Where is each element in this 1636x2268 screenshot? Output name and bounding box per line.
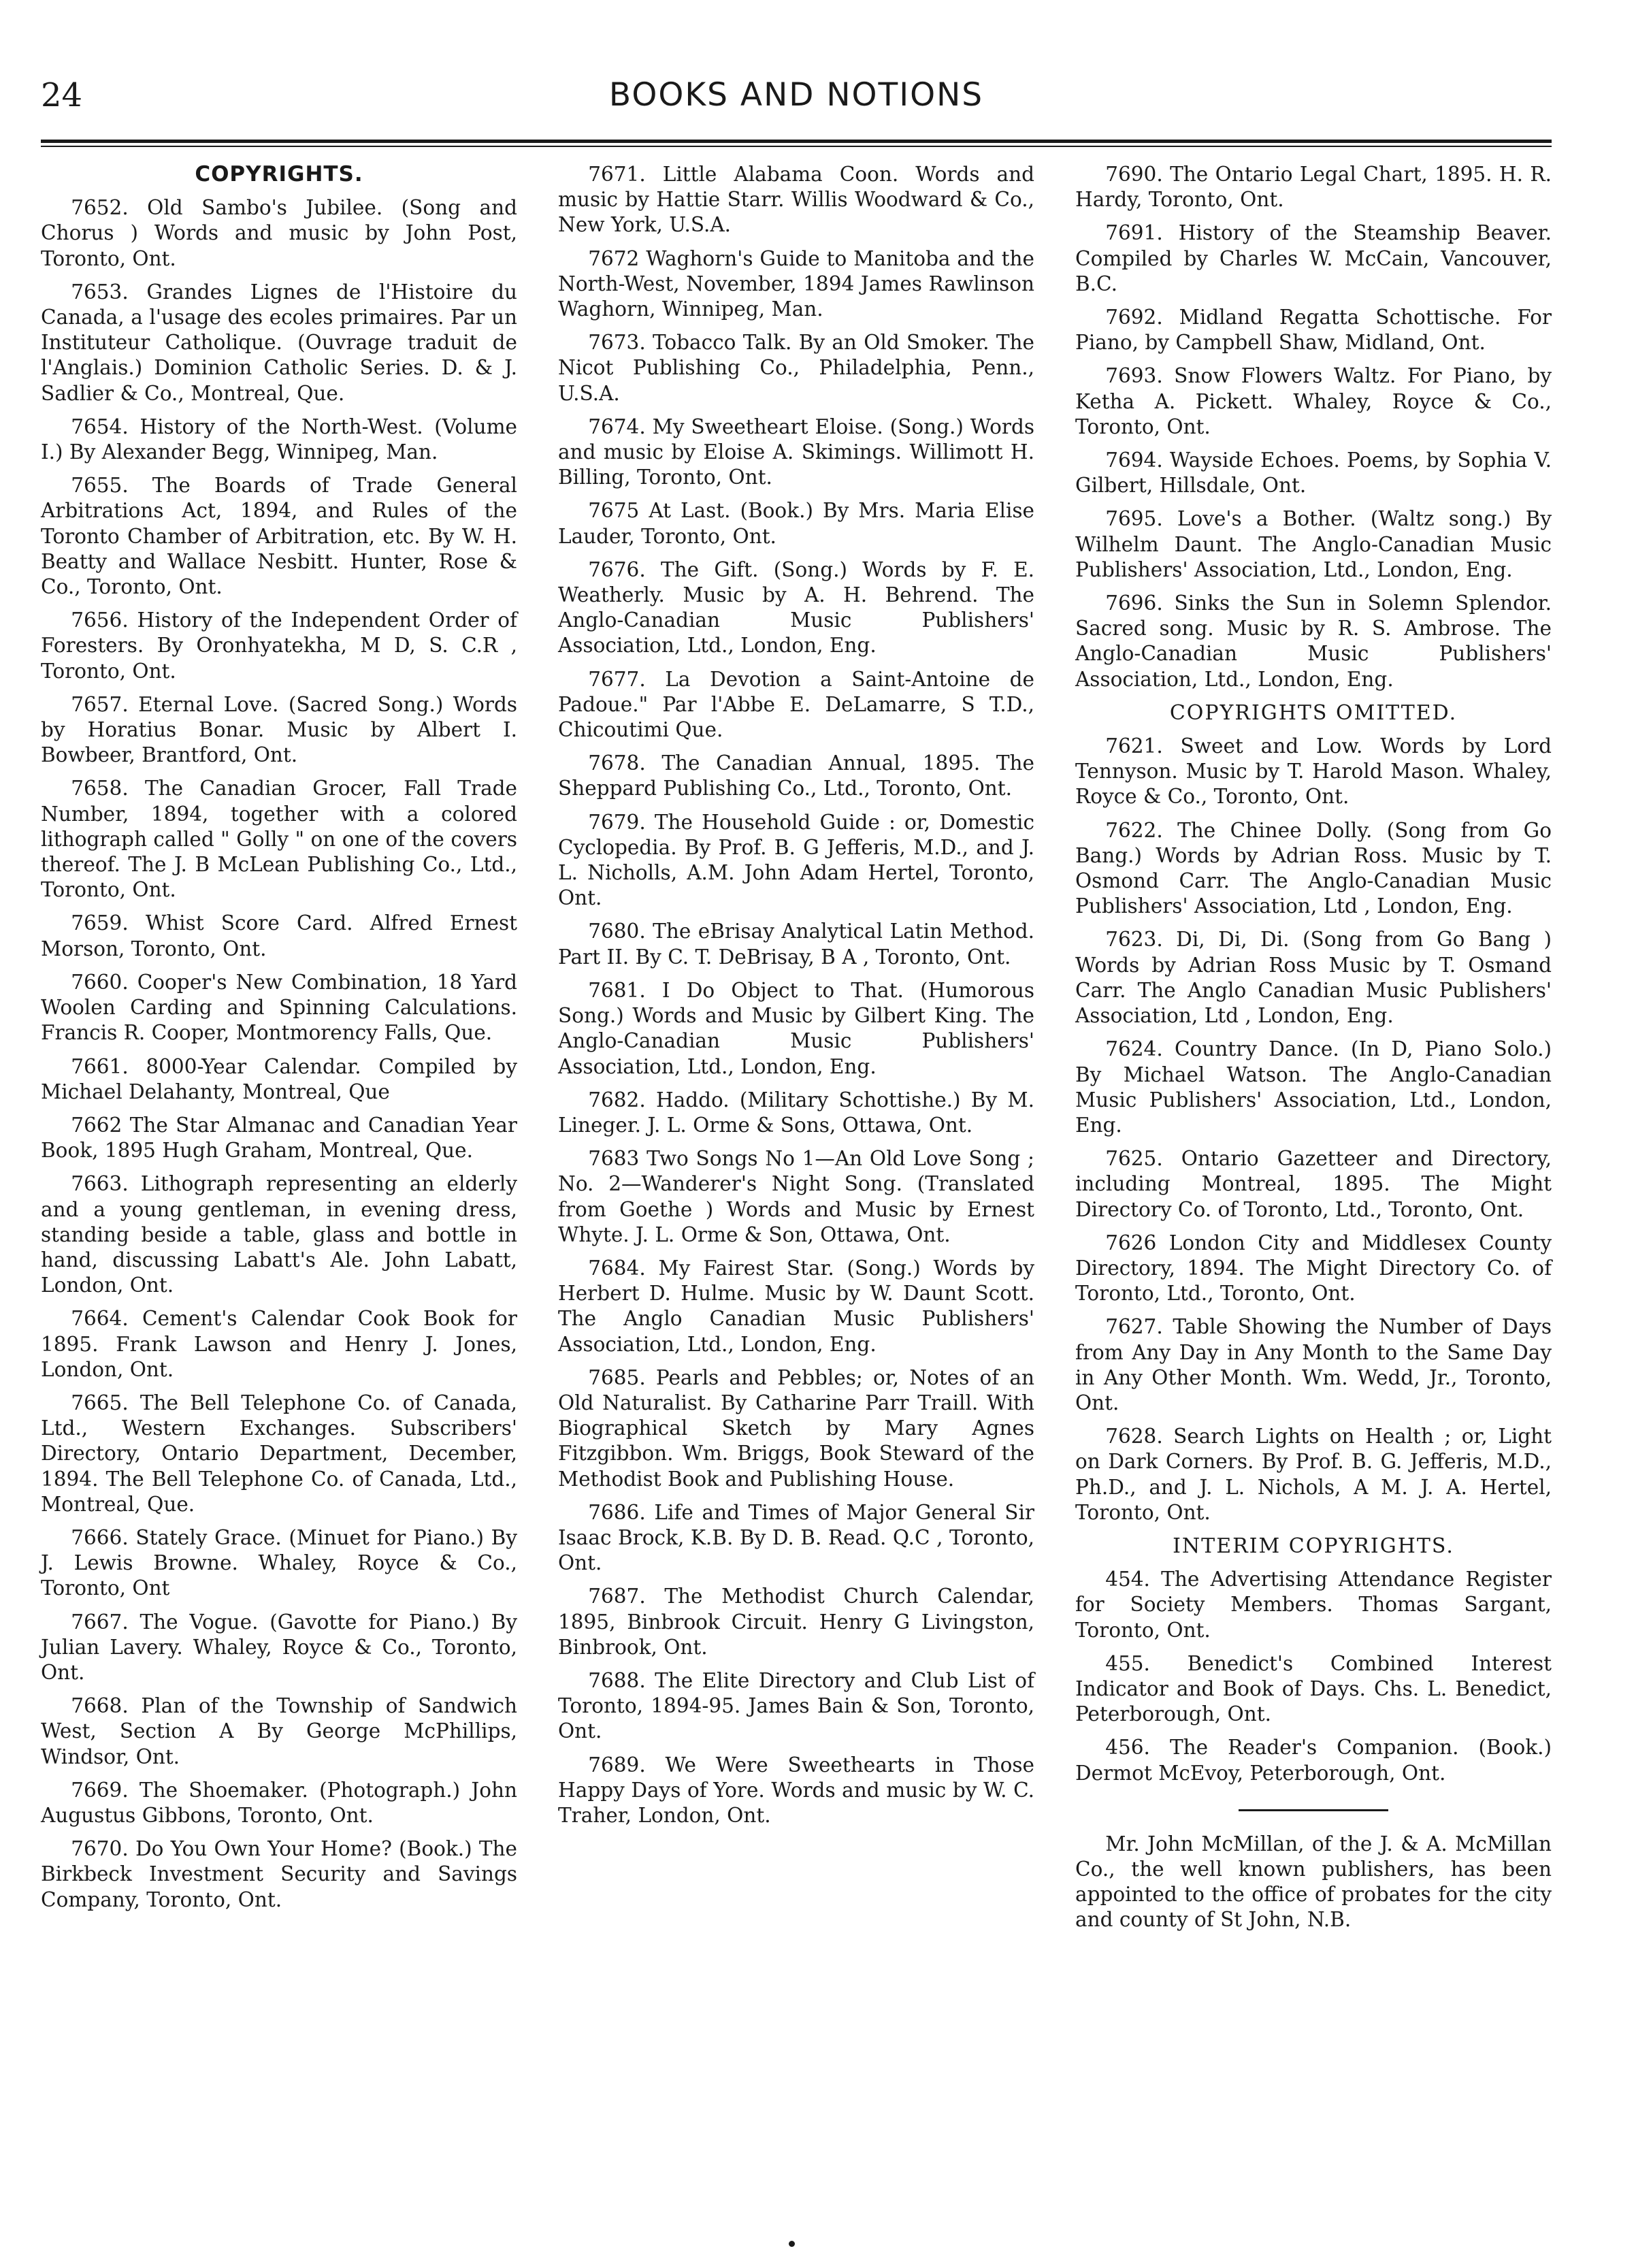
copyright-entry: 7665. The Bell Telephone Co. of Canada, Ltd., Western Exchanges. Subscribers' Directory, Ontario Department, December, 1894. The Bell Telephone Co. of Canada, Ltd., Montreal, Que. bbox=[41, 1391, 517, 1516]
copyright-entry: 7625. Ontario Gazetteer and Directory, including Montreal, 1895. The Might Directory Co. of Toronto, Ltd., Toronto, Ont. bbox=[1075, 1147, 1552, 1221]
copyright-entry: 7628. Search Lights on Health ; or, Light on Dark Corners. By Prof. B. G. Jefferis, M.D., Ph.D., and J. L. Nichols, A M. J. A. Hertel, Toronto, Ont. bbox=[1075, 1425, 1552, 1524]
copyright-entry: 7656. History of the Independent Order of Foresters. By Oronhyatekha, M D, S. C.R , Toronto, Ont. bbox=[41, 609, 517, 683]
copyright-entry: 7696. Sinks the Sun in Solemn Splendor. Sacred song. Music by R. S. Ambrose. The Anglo-Canadian Music Publishers' Association, Ltd., London, Eng. bbox=[1075, 592, 1552, 691]
copyright-entry: 455. Benedict's Combined Interest Indicator and Book of Days. Chs. L. Benedict, Peterborough, Ont. bbox=[1075, 1651, 1552, 1726]
copyright-entry: 7684. My Fairest Star. (Song.) Words by Herbert D. Hulme. Music by W. Daunt Scott. The Anglo Canadian Music Publishers' Association, Ltd., London, Eng. bbox=[558, 1256, 1034, 1356]
copyright-entry: 7666. Stately Grace. (Minuet for Piano.) By J. Lewis Browne. Whaley, Royce & Co., Toronto, Ont bbox=[41, 1525, 517, 1600]
column-left bbox=[41, 162, 517, 1921]
page-header bbox=[41, 76, 1552, 125]
copyright-entry: 7691. History of the Steamship Beaver. Compiled by Charles W. McCain, Vancouver, B.C. bbox=[1075, 221, 1552, 295]
section-divider bbox=[1239, 1809, 1388, 1811]
copyright-entry: 7661. 8000-Year Calendar. Compiled by Michael Delahanty, Montreal, Que bbox=[41, 1054, 517, 1103]
copyright-entry: 7685. Pearls and Pebbles; or, Notes of an Old Naturalist. By Catharine Parr Traill. With Biographical Sketch by Mary Agnes Fitzgibbon. Wm. Briggs, Book Steward of the Methodist Book and Publishing House. bbox=[558, 1365, 1034, 1491]
copyright-entry: 454. The Advertising Attendance Register for Society Members. Thomas Sargant, Toronto, Ont. bbox=[1075, 1568, 1552, 1642]
notice-paragraph: Mr. John McMillan, of the J. & A. McMillan Co., the well known publishers, has been appointed to the office of probates for the city and county of St John, N.B. bbox=[1075, 1832, 1552, 1932]
copyright-entry: 7675 At Last. (Book.) By Mrs. Maria Elise Lauder, Toronto, Ont. bbox=[558, 499, 1034, 548]
copyright-entry: 7624. Country Dance. (In D, Piano Solo.) By Michael Watson. The Anglo-Canadian Music Publishers' Association, Ltd., London, Eng. bbox=[1075, 1037, 1552, 1137]
copyright-entry: 7688. The Elite Directory and Club List of Toronto, 1894-95. James Bain & Son, Toronto, Ont. bbox=[558, 1668, 1034, 1743]
copyrights-entries-middle bbox=[558, 162, 1034, 1828]
copyright-entry: 7655. The Boards of Trade General Arbitrations Act, 1894, and Rules of the Toronto Chamber of Arbitration, etc. By W. H. Beatty and Wallace Nesbitt. Hunter, Rose & Co., Toronto, Ont. bbox=[41, 474, 517, 599]
copyright-entry: 7680. The eBrisay Analytical Latin Method. Part II. By C. T. DeBrisay, B A , Toronto, Ont. bbox=[558, 920, 1034, 969]
copyright-entry: 7623. Di, Di, Di. (Song from Go Bang ) Words by Adrian Ross Music by T. Osmand Carr. The Anglo Canadian Music Publishers' Association, Ltd , London, Eng. bbox=[1075, 928, 1552, 1028]
copyright-entry: 7682. Haddo. (Military Schottishe.) By M. Lineger. J. L. Orme & Sons, Ottawa, Ont. bbox=[558, 1088, 1034, 1137]
copyrights-entries-right bbox=[1075, 162, 1552, 692]
interim-copyrights-entries bbox=[1075, 1567, 1552, 1786]
copyright-entry: 7690. The Ontario Legal Chart, 1895. H. R. Hardy, Toronto, Ont. bbox=[1075, 163, 1552, 212]
copyright-entry: 7689. We Were Sweethearts in Those Happy Days of Yore. Words and music by W. C. Traher, London, Ont. bbox=[558, 1753, 1034, 1827]
copyright-entry: 7626 London City and Middlesex County Directory, 1894. The Might Directory Co. of Toronto, Ltd., Toronto, Ont. bbox=[1075, 1231, 1552, 1306]
column-right bbox=[1075, 162, 1552, 1941]
copyright-entry: 7667. The Vogue. (Gavotte for Piano.) By Julian Lavery. Whaley, Royce & Co., Toronto, Ont. bbox=[41, 1610, 517, 1684]
copyright-entry: 7678. The Canadian Annual, 1895. The Sheppard Publishing Co., Ltd., Toronto, Ont. bbox=[558, 751, 1034, 800]
copyright-entry: 7674. My Sweetheart Eloise. (Song.) Words and music by Eloise A. Skimings. Willimott H. Billing, Toronto, Ont. bbox=[558, 415, 1034, 489]
copyright-entry: 7658. The Canadian Grocer, Fall Trade Number, 1894, together with a colored lithograph called " Golly " on one of the covers thereof. The J. B McLean Publishing Co., Ltd., Toronto, Ont. bbox=[41, 777, 517, 902]
copyright-entry: 7627. Table Showing the Number of Days from Any Day in Any Month to the Same Day in Any Other Month. Wm. Wedd, Jr., Toronto, Ont. bbox=[1075, 1315, 1552, 1414]
copyright-entry: 7652. Old Sambo's Jubilee. (Song and Chorus ) Words and music by John Post, Toronto, Ont. bbox=[41, 196, 517, 270]
copyright-entry: 7679. The Household Guide : or, Domestic Cyclopedia. By Prof. B. G Jefferis, M.D., and J. L. Nicholls, A.M. John Adam Hertel, Toronto, Ont. bbox=[558, 810, 1034, 910]
copyright-entry: 7686. Life and Times of Major General Sir Isaac Brock, K.B. By D. B. Read. Q.C , Toronto, Ont. bbox=[558, 1500, 1034, 1575]
copyright-entry: 7659. Whist Score Card. Alfred Ernest Morson, Toronto, Ont. bbox=[41, 911, 517, 960]
footer-dot bbox=[789, 2241, 795, 2247]
copyright-entry: 7673. Tobacco Talk. By an Old Smoker. The Nicot Publishing Co., Philadelphia, Penn., U.S.A. bbox=[558, 331, 1034, 405]
page-number: 24 bbox=[41, 76, 83, 114]
copyright-entry: 7654. History of the North-West. (Volume I.) By Alexander Begg, Winnipeg, Man. bbox=[41, 415, 517, 464]
copyright-entry: 7695. Love's a Bother. (Waltz song.) By Wilhelm Daunt. The Anglo-Canadian Music Publishers' Association, Ltd., London, Eng. bbox=[1075, 507, 1552, 581]
copyright-entry: 7621. Sweet and Low. Words by Lord Tennyson. Music by T. Harold Mason. Whaley, Royce & Co., Toronto, Ont. bbox=[1075, 734, 1552, 809]
copyright-entry: 7671. Little Alabama Coon. Words and music by Hattie Starr. Willis Woodward & Co., New York, U.S.A. bbox=[558, 163, 1034, 237]
header-rule-thick bbox=[41, 140, 1552, 143]
page-title: BOOKS AND NOTIONS bbox=[608, 76, 984, 114]
copyrights-heading: COPYRIGHTS. bbox=[195, 162, 363, 187]
copyrights-omitted-heading: COPYRIGHTS OMITTED. bbox=[1169, 700, 1458, 725]
copyrights-omitted-entries bbox=[1075, 734, 1552, 1525]
copyright-entry: 7663. Lithograph representing an elderly and a young gentleman, in evening dress, standing beside a table, glass and bottle in hand, discussing Labatt's Ale. John Labatt, London, Ont. bbox=[41, 1172, 517, 1297]
copyright-entry: 7693. Snow Flowers Waltz. For Piano, by Ketha A. Pickett. Whaley, Royce & Co., Toronto, Ont. bbox=[1075, 364, 1552, 438]
copyright-entry: 7681. I Do Object to That. (Humorous Song.) Words and Music by Gilbert King. The Anglo-Canadian Music Publishers' Association, Ltd., London, Eng. bbox=[558, 978, 1034, 1078]
copyright-entry: 7687. The Methodist Church Calendar, 1895, Binbrook Circuit. Henry G Livingston, Binbrook, Ont. bbox=[558, 1585, 1034, 1659]
copyright-entry: 7677. La Devotion a Saint-Antoine de Padoue." Par l'Abbe E. DeLamarre, S T.D., Chicoutimi Que. bbox=[558, 667, 1034, 742]
interim-copyrights-heading: INTERIM COPYRIGHTS. bbox=[1173, 1534, 1454, 1558]
column-middle bbox=[558, 162, 1034, 1836]
copyright-entry: 7662 The Star Almanac and Canadian Year Book, 1895 Hugh Graham, Montreal, Que. bbox=[41, 1113, 517, 1163]
copyright-entry: 7670. Do You Own Your Home? (Book.) The Birkbeck Investment Security and Savings Company, Toronto, Ont. bbox=[41, 1837, 517, 1911]
copyright-entry: 7622. The Chinee Dolly. (Song from Go Bang.) Words by Adrian Ross. Music by T. Osmond Carr. The Anglo-Canadian Music Publishers' Association, Ltd , London, Eng. bbox=[1075, 818, 1552, 918]
copyright-entry: 7668. Plan of the Township of Sandwich West, Section A By George McPhillips, Windsor, Ont. bbox=[41, 1694, 517, 1768]
copyright-entry: 7660. Cooper's New Combination, 18 Yard Woolen Carding and Spinning Calculations. Francis R. Cooper, Montmorency Falls, Que. bbox=[41, 970, 517, 1045]
copyrights-entries-left bbox=[41, 195, 517, 1913]
copyright-entry: 7653. Grandes Lignes de l'Histoire du Canada, a l'usage des ecoles primaires. Par un Instituteur Catholique. (Ouvrage traduit de l'Anglais.) Dominion Catholic Series. D. & J. Sadlier & Co., Montreal, Que. bbox=[41, 280, 517, 405]
copyright-entry: 7657. Eternal Love. (Sacred Song.) Words by Horatius Bonar. Music by Albert I. Bowbeer, Brantford, Ont. bbox=[41, 692, 517, 767]
copyright-entry: 7669. The Shoemaker. (Photograph.) John Augustus Gibbons, Toronto, Ont. bbox=[41, 1778, 517, 1827]
copyright-entry: 7683 Two Songs No 1—An Old Love Song ; No. 2—Wanderer's Night Song. (Translated from Goethe ) Words and Music by Ernest Whyte. J. L. Orme & Son, Ottawa, Ont. bbox=[558, 1147, 1034, 1246]
copyright-entry: 7694. Wayside Echoes. Poems, by Sophia V. Gilbert, Hillsdale, Ont. bbox=[1075, 449, 1552, 498]
copyright-entry: 7676. The Gift. (Song.) Words by F. E. Weatherly. Music by A. H. Behrend. The Anglo-Canadian Music Publishers' Association, Ltd., London, Eng. bbox=[558, 557, 1034, 658]
header-rule-thin bbox=[41, 146, 1552, 147]
copyright-entry: 7692. Midland Regatta Schottische. For Piano, by Campbell Shaw, Midland, Ont. bbox=[1075, 306, 1552, 355]
copyright-entry: 7672 Waghorn's Guide to Manitoba and the North-West, November, 1894 James Rawlinson Waghorn, Winnipeg, Man. bbox=[558, 246, 1034, 321]
copyright-entry: 7664. Cement's Calendar Cook Book for 1895. Frank Lawson and Henry J. Jones, London, Ont. bbox=[41, 1307, 517, 1381]
copyright-entry: 456. The Reader's Companion. (Book.) Dermot McEvoy, Peterborough, Ont. bbox=[1075, 1736, 1552, 1785]
